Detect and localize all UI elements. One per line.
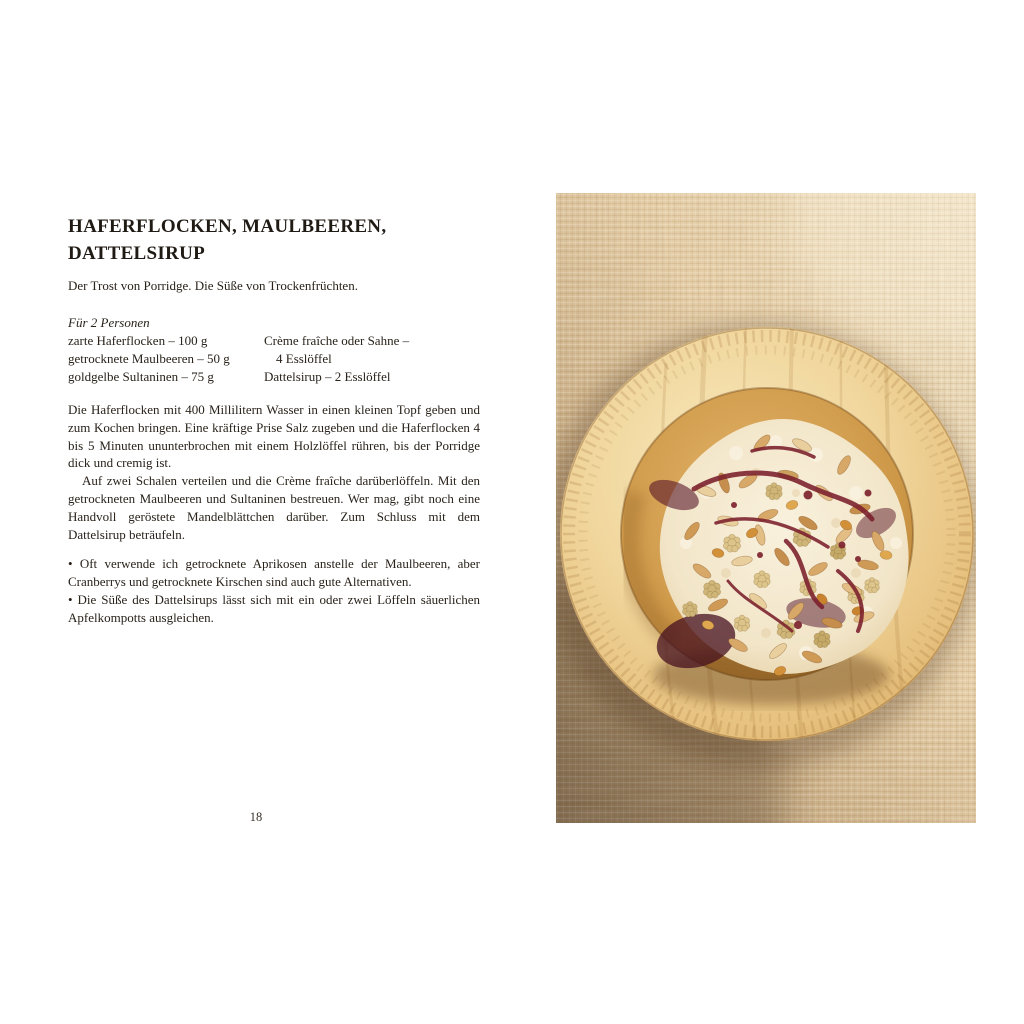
recipe-photo-illustration xyxy=(556,193,976,823)
ingredient-item: goldgelbe Sultaninen – 75 g xyxy=(68,369,214,384)
ingredient-item: getrocknete Maulbeeren – 50 g xyxy=(68,351,230,366)
ingredient-column-right xyxy=(264,332,480,386)
ingredient-item: Dattelsirup – 2 Esslöffel xyxy=(264,369,391,384)
servings-note: Für 2 Personen xyxy=(68,315,150,330)
ingredient-item: 4 Esslöffel xyxy=(276,351,332,366)
ingredient-item: zarte Haferflocken – 100 g xyxy=(68,333,208,348)
preparation-steps xyxy=(68,401,480,543)
recipe-notes xyxy=(68,555,480,627)
ingredient-list xyxy=(68,332,480,386)
recipe-photo xyxy=(556,193,976,823)
page-number: 18 xyxy=(249,810,263,824)
ingredient-item: Crème fraîche oder Sahne – xyxy=(264,333,410,348)
recipe-title-line1: HAFERFLOCKEN, MAULBEEREN, xyxy=(68,216,387,237)
recipe-title-line2: DATTELSIRUP xyxy=(68,243,206,264)
recipe-step: Auf zwei Schalen verteilen und die Crème fraîche darüberlöffeln. Mit den getrockneten Maulbeeren und Sultaninen bestreuen. Wer mag, gibt noch eine Handvoll geröstete Mandelblättchen darüber. Zum Schluss mit dem Dattelsirup beträufeln. xyxy=(68,473,480,542)
recipe-title xyxy=(68,213,498,267)
recipe-intro: Der Trost von Porridge. Die Süße von Trockenfrüchten. xyxy=(68,278,358,293)
recipe-note: • Oft verwende ich getrocknete Aprikosen anstelle der Maulbeeren, aber Cranberrys und getrocknete Kirschen sind auch gute Alternativen. xyxy=(68,556,480,589)
recipe-step: Die Haferflocken mit 400 Millilitern Wasser in einen kleinen Topf geben und zum Kochen bringen. Eine kräftige Prise Salz zugeben und die Haferflocken 4 bis 5 Minuten ununterbrochen mit einem Holzlöffel rühren, bis der Porridge dick und cremig ist. xyxy=(68,402,480,471)
recipe-note: • Die Süße des Dattelsirups lässt sich mit ein oder zwei Löffeln säuerlichen Apfelkompotts ausgleichen. xyxy=(68,592,480,625)
ingredient-column-left xyxy=(68,332,264,386)
